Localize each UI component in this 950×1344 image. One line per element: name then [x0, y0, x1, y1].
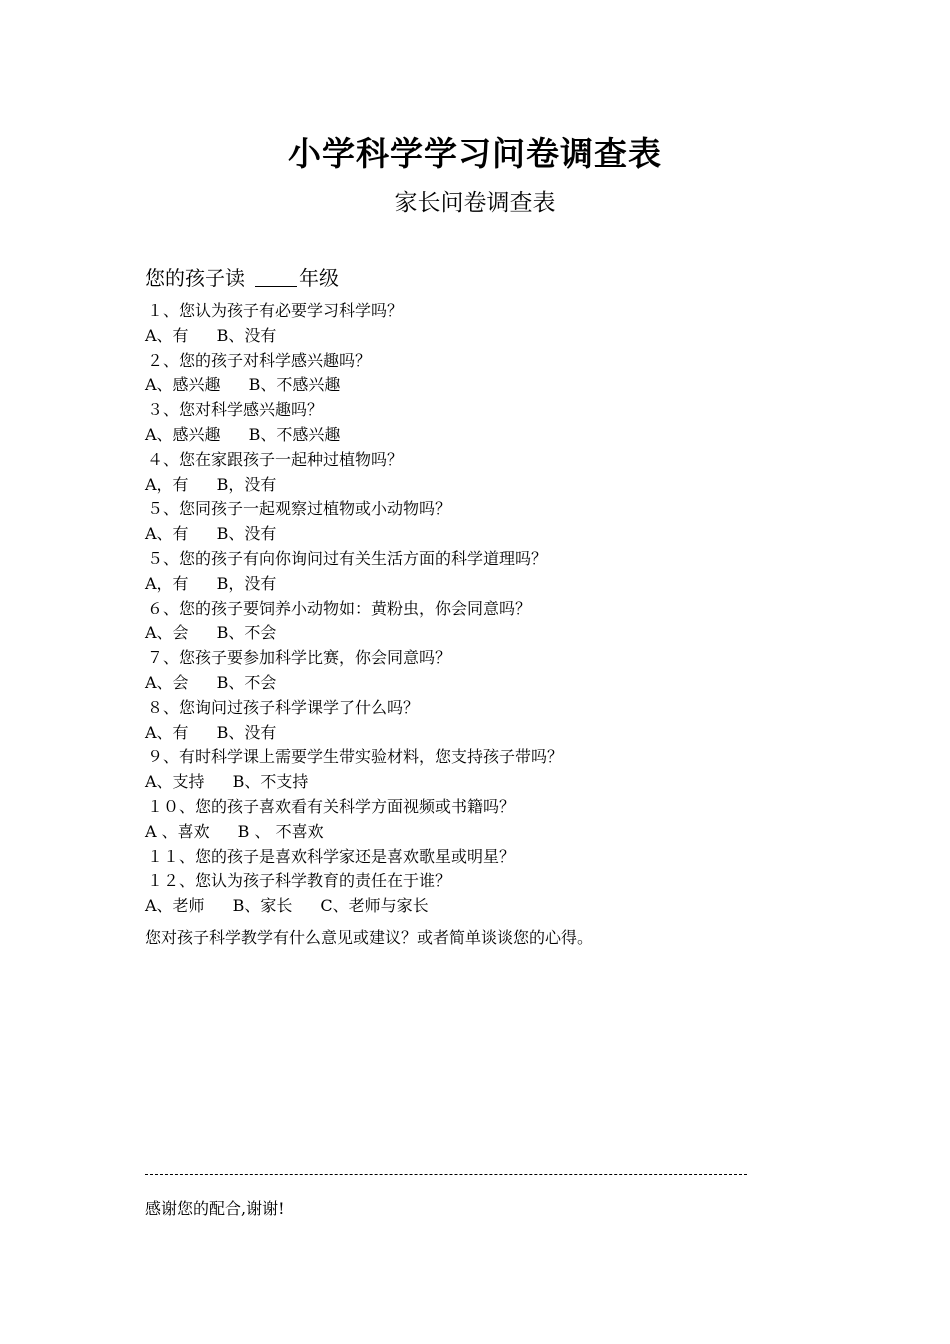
question-text: ４、您在家跟孩子一起种过植物吗？	[147, 449, 404, 469]
page-subtitle: 家长问卷调查表	[394, 190, 556, 216]
answer-option[interactable]: B，没有	[216, 573, 277, 593]
answer-options	[145, 572, 825, 597]
answer-option[interactable]: A、支持	[145, 772, 205, 792]
answer-options	[145, 621, 825, 646]
question-text: １２、您认为孩子科学教育的责任在于谁？	[147, 871, 452, 891]
answer-options	[145, 721, 825, 746]
question-text: ９、有时科学课上需要学生带实验材料，您支持孩子带吗？	[147, 747, 564, 767]
answer-option[interactable]: A、会	[145, 623, 189, 643]
question-text: ８、您询问过孩子科学课学了什么吗？	[147, 697, 420, 717]
answer-options	[145, 522, 825, 547]
closing-question: 您对孩子科学教学有什么意见或建议？或者简单谈谈您的心得。	[145, 928, 594, 947]
answer-option[interactable]: B、不支持	[232, 772, 309, 792]
grade-blank[interactable]	[255, 266, 297, 287]
answer-option[interactable]: A 、喜欢	[145, 821, 210, 841]
answer-option[interactable]: B、没有	[216, 524, 277, 544]
dashed-divider	[145, 1174, 747, 1175]
answer-options	[145, 423, 825, 448]
grade-prefix: 您的孩子读	[145, 266, 245, 290]
question-text: ５、您同孩子一起观察过植物或小动物吗？	[147, 499, 452, 519]
answer-option[interactable]: C、老师与家长	[320, 896, 429, 916]
thanks-note: 感谢您的配合,谢谢!	[145, 1199, 285, 1218]
answer-option[interactable]: B、家长	[232, 896, 293, 916]
answer-option[interactable]: A、有	[145, 524, 189, 544]
grade-line	[145, 262, 339, 291]
question-text: １１、您的孩子是喜欢科学家还是喜欢歌星或明星？	[147, 846, 516, 866]
answer-options	[145, 820, 825, 845]
question-text: ７、您孩子要参加科学比赛，你会同意吗？	[147, 648, 452, 668]
question-text: ３、您对科学感兴趣吗？	[147, 400, 324, 420]
answer-option[interactable]: B 、 不喜欢	[237, 821, 324, 841]
answer-options	[145, 324, 825, 349]
answer-option[interactable]: A、有	[145, 722, 189, 742]
answer-options	[145, 894, 825, 919]
question-text: ５、您的孩子有向你询问过有关生活方面的科学道理吗？	[147, 548, 548, 568]
answer-options	[145, 770, 825, 795]
answer-option[interactable]: B、不会	[216, 672, 277, 692]
answer-option[interactable]: A、感兴趣	[145, 424, 221, 444]
question-text: ６、您的孩子要饲养小动物如：黄粉虫，你会同意吗？	[147, 598, 532, 618]
answer-options	[145, 473, 825, 498]
grade-suffix: 年级	[299, 266, 339, 290]
answer-option[interactable]: A、有	[145, 325, 189, 345]
page-title: 小学科学学习问卷调查表	[288, 134, 662, 173]
answer-option[interactable]: B、不感兴趣	[248, 424, 341, 444]
answer-option[interactable]: B、没有	[216, 722, 277, 742]
answer-option[interactable]: B，没有	[216, 474, 277, 494]
answer-option[interactable]: B、不感兴趣	[248, 375, 341, 395]
answer-option[interactable]: A、老师	[145, 896, 205, 916]
answer-option[interactable]: A、会	[145, 672, 189, 692]
answer-option[interactable]: A，有	[145, 474, 189, 494]
answer-option[interactable]: B、不会	[216, 623, 277, 643]
question-text: １、您认为孩子有必要学习科学吗？	[147, 301, 404, 320]
answer-option[interactable]: A，有	[145, 573, 189, 593]
answer-options	[145, 373, 825, 398]
answer-option[interactable]: A、感兴趣	[145, 375, 221, 395]
question-text: ２、您的孩子对科学感兴趣吗？	[147, 350, 372, 370]
question-list	[145, 299, 825, 919]
answer-option[interactable]: B、没有	[216, 325, 277, 345]
answer-options	[145, 671, 825, 696]
question-text: １０、您的孩子喜欢看有关科学方面视频或书籍吗？	[147, 796, 516, 816]
